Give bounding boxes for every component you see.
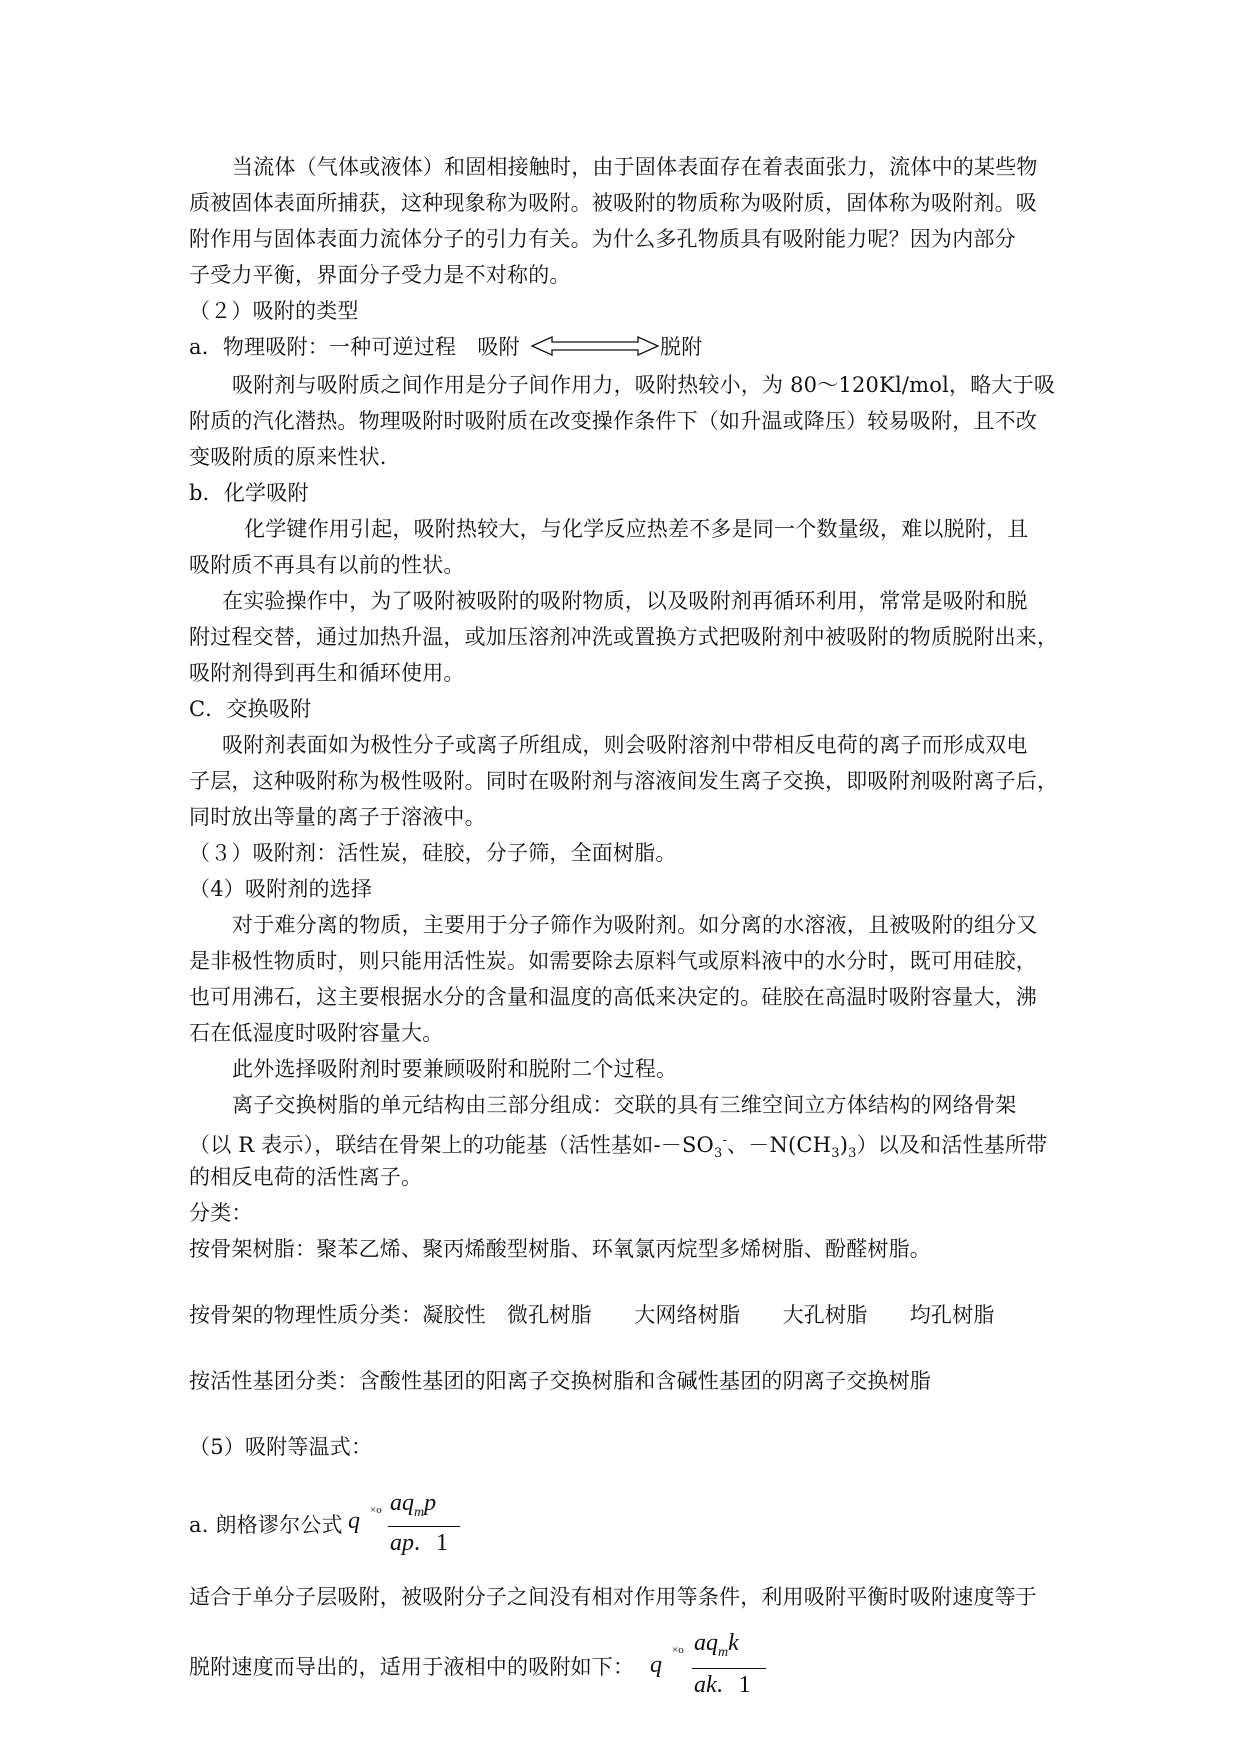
section-heading: （２）吸附的类型 xyxy=(189,299,359,323)
paragraph-line: 子受力平衡，界面分子受力是不对称的。 xyxy=(189,263,571,287)
section-heading: （３）吸附剂：活性炭，硅胶，分子筛，全面树脂。 xyxy=(189,841,677,865)
paragraph-line: 在实验操作中，为了吸附被吸附的吸附物质，以及吸附剂再循环利用，常常是吸附和脱 xyxy=(222,589,1028,613)
paragraph-line: 质被固体表面所捕获，这种现象称为吸附。被吸附的物质称为吸附质，固体称为吸附剂。吸 xyxy=(189,191,1037,215)
section-heading: b．化学吸附 xyxy=(189,481,309,505)
paragraph-line: 按活性基团分类：含酸性基团的阳离子交换树脂和含碱性基团的阴离子交换树脂 xyxy=(189,1369,931,1393)
paragraph-line: 的相反电荷的活性离子。 xyxy=(189,1165,423,1189)
paragraph-line: 石在低湿度时吸附容量大。 xyxy=(189,1021,444,1045)
paragraph-line: 吸附剂得到再生和循环使用。 xyxy=(189,661,465,685)
desorption-label: 脱附 xyxy=(660,335,703,359)
paragraph-line: 附作用与固体表面力流体分子的引力有关。为什么多孔物质具有吸附能力呢？因为内部分 xyxy=(189,227,1016,251)
paragraph-line: 附过程交替，通过加热升温，或加压溶剂冲洗或置换方式把吸附剂中被吸附的物质脱附出来， xyxy=(189,625,1059,649)
section-heading: （4）吸附剂的选择 xyxy=(189,877,373,901)
paragraph-line: 当流体（气体或液体）和固相接触时，由于固体表面存在着表面张力，流体中的某些物 xyxy=(232,155,1038,179)
paragraph-line: 子层，这种吸附称为极性吸附。同时在吸附剂与溶液间发生离子交换，即吸附剂吸附离子后， xyxy=(189,769,1059,793)
section-heading: C．交换吸附 xyxy=(189,697,312,721)
paragraph-line: 是非极性物质时，则只能用活性炭。如需要除去原料气或原料液中的水分时，既可用硅胶， xyxy=(189,949,1037,973)
paragraph-line: 此外选择吸附剂时要兼顾吸附和脱附二个过程。 xyxy=(232,1057,678,1081)
liquid-phase-formula: q ×o $aq_mk$ ak. 1 xyxy=(650,1630,770,1710)
paragraph-line: 变吸附质的原来性状. xyxy=(189,445,387,469)
langmuir-label: a. 朗格谬尔公式 xyxy=(189,1513,343,1537)
paragraph-line: 吸附质不再具有以前的性状。 xyxy=(189,553,465,577)
paragraph-line: 脱附速度而导出的，适用于液相中的吸附如下： xyxy=(189,1655,635,1679)
paragraph-line: 离子交换树脂的单元结构由三部分组成：交联的具有三维空间立方体结构的网络骨架 xyxy=(232,1093,1017,1117)
paragraph-line: 也可用沸石，这主要根据水分的含量和温度的高低来决定的。硅胶在高温时吸附容量大，沸 xyxy=(189,985,1037,1009)
paragraph-line: 附质的汽化潜热。物理吸附时吸附质在改变操作条件下（如升温或降压）较易吸附，且不改 xyxy=(189,409,1037,433)
paragraph-line: 适合于单分子层吸附，被吸附分子之间没有相对作用等条件，利用吸附平衡时吸附速度等于 xyxy=(189,1585,1037,1609)
paragraph-line: 按骨架树脂：聚苯乙烯、聚丙烯酸型树脂、环氧氯丙烷型多烯树脂、酚醛树脂。 xyxy=(189,1237,931,1261)
paragraph-line: 同时放出等量的离子于溶液中。 xyxy=(189,805,486,829)
paragraph-line: 化学键作用引起，吸附热较大，与化学反应热差不多是同一个数量级，难以脱附，且 xyxy=(244,517,1029,541)
paragraph-line: 吸附剂表面如为极性分子或离子所组成，则会吸附溶剂中带相反电荷的离子而形成双电 xyxy=(222,733,1028,757)
langmuir-formula: q ×o $aq_mp$ ap. 1 xyxy=(348,1490,468,1570)
paragraph-line: 按骨架的物理性质分类：凝胶性 微孔树脂 大网络树脂 大孔树脂 均孔树脂 xyxy=(189,1303,995,1327)
label-classification: 分类： xyxy=(189,1201,253,1225)
paragraph-line: 对于难分离的物质，主要用于分子筛作为吸附剂。如分离的水溶液，且被吸附的组分又 xyxy=(232,913,1038,937)
double-arrow-icon xyxy=(530,334,660,358)
paragraph-line-with-formula: （以 R 表示），联结在骨架上的功能基（活性基如$--SO_3^-$、$-N(CH_3)_3$）以及和活性基所带 xyxy=(189,1133,1048,1162)
section-heading: （5）吸附等温式： xyxy=(189,1435,373,1459)
paragraph-line: 吸附剂与吸附质之间作用是分子间作用力，吸附热较小，为 80～120Kl/mol，略大于吸 xyxy=(232,373,1056,397)
paragraph-line: a．物理吸附：一种可逆过程 吸附 xyxy=(189,335,520,359)
